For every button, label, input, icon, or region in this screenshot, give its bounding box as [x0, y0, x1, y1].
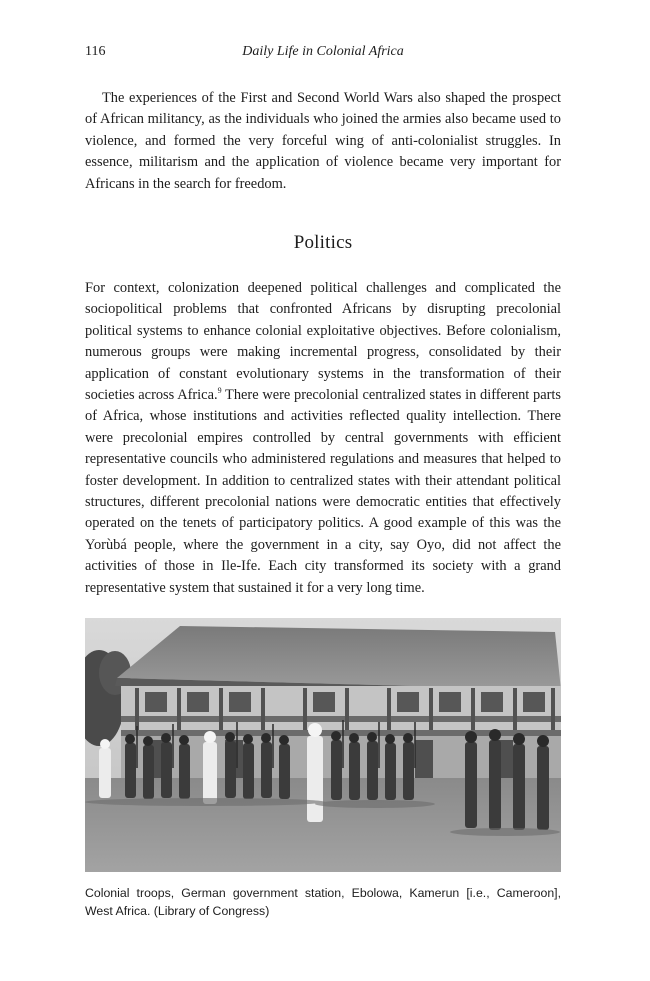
footnote-reference[interactable]: 9 — [217, 386, 222, 396]
body-paragraph-militancy — [85, 88, 561, 195]
running-header — [85, 44, 561, 64]
section-heading: Politics — [293, 232, 353, 253]
photograph-colonial-troops — [85, 618, 561, 872]
paragraph-text-before-note: For context, colonization deepened political challenges and complicated the sociopolitical problems that confronted Africans by disrupting precolonial political systems to enhance colonial exploitative objectives. Before colonialism, numerous groups were making incremental progress, consolidated by their application of constant evolutionary systems in the transformation of their societies across Africa. — [85, 280, 561, 404]
page-number: 116 — [85, 44, 106, 59]
paragraph-text-after-note: There were precolonial centralized states in different parts of Africa, whose institutions and activities reflected quality intellection. There were precolonial empires controlled by central governments with efficient representative councils who administered regulations and measures that helped to foster development. In addition to centralized states with their attendant political structures, different precolonial nations were democratic entities that effectively operated on the tenets of participatory politics. A good example of this was the Yorùbá people, where the government in a city, say Oyo, did not affect the activities of those in Ile-Ife. Each city transformed its society with a grand representative system that sustained it for a very long time. — [85, 387, 562, 596]
running-title: Daily Life in Colonial Africa — [242, 44, 404, 59]
body-paragraph-politics — [85, 278, 561, 599]
figure-caption: Colonial troops, German government station, Ebolowa, Kamerun [i.e., Cameroon], West Africa. (Library of Congress) — [85, 886, 561, 918]
paragraph-text: The experiences of the First and Second World Wars also shaped the prospect of African militancy, as the individuals who joined the armies also became used to violence, and formed the very forceful wing of anti-colonialist struggles. In essence, militarism and the application of violence became very important for Africans in the search for freedom. — [85, 90, 561, 192]
